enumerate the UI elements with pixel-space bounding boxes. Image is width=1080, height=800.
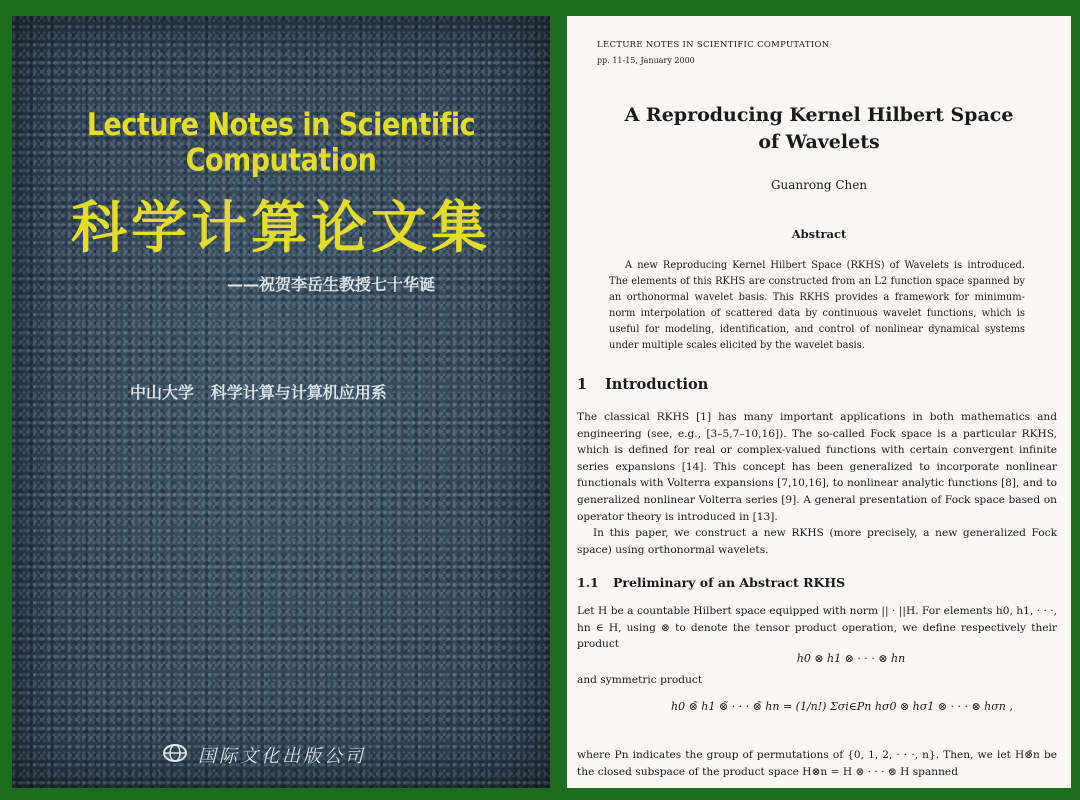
abstract-heading: Abstract	[791, 227, 847, 241]
subsection-heading-preliminary	[577, 575, 845, 590]
journal-name: LECTURE NOTES IN SCIENTIFIC COMPUTATION	[597, 40, 830, 50]
paper-title-line2: of Wavelets	[758, 131, 880, 153]
paper-page	[567, 16, 1071, 788]
paper-author: Guanrong Chen	[770, 178, 868, 192]
book-cover	[12, 16, 550, 788]
publisher-logo-icon	[162, 743, 188, 763]
paper-title-line1: A Reproducing Kernel Hilbert Space	[624, 104, 1014, 126]
symmetric-product-label: and symmetric product	[577, 674, 703, 686]
cover-department: 中山大学 科学计算与计算机应用系	[130, 383, 387, 402]
intro-paragraph-1: The classical RKHS [1] has many important applications in both mathematics and engineering (see, e.g., [3–5,7–10,16]). The so-called Fock space is a particular RKHS, which is defined for real or complex-valued functions with certain convergent infinite series expansions [14]. This concept has been generalized to incorporate nonlinear functionals with Volterra expansions [7,10,16], to nonlinear analytic functions [8], and to generalized nonlinear Volterra series [9]. A general presentation of Fock space based on operator theory is introduced in [13].	[577, 411, 1057, 523]
cover-chinese-title: 科学计算论文集	[71, 196, 491, 261]
tensor-product-equation: h0 ⊗ h1 ⊗ · · · ⊗ hn	[796, 652, 906, 665]
cover-publisher: 国际文化出版公司	[198, 746, 366, 767]
section-number: 1	[577, 376, 588, 393]
subsection-number: 1.1	[577, 575, 599, 590]
section-heading-introduction	[577, 376, 708, 393]
intro-paragraph-2: In this paper, we construct a new RKHS (more precisely, a new generalized Fock space) using orthonormal wavelets.	[577, 527, 1057, 556]
page-range: pp. 11-15, January 2000	[597, 56, 695, 65]
cover-subtitle: ——祝贺李岳生教授七十华诞	[227, 275, 436, 294]
symmetric-product-equation: h0 ⊗̃ h1 ⊗̃ · · · ⊗̃ hn = (1/n!) Σσi∈Pn hσ0 ⊗ hσ1 ⊗ · · · ⊗ hσn ,	[671, 700, 1013, 713]
permutation-paragraph: where Pn indicates the group of permutations of {0, 1, 2, · · ·, n}. Then, we let H⊗̃n be the closed subspace of the product space H⊗n = H ⊗ · · · ⊗ H spanned	[577, 749, 1057, 778]
paper-title	[567, 102, 1071, 156]
definition-paragraph: Let H be a countable Hilbert space equipped with norm || · ||H. For elements h0, h1, · · ·, hn ∈ H, using ⊗ to denote the tensor product operation, we define respectively their product	[577, 605, 1057, 651]
section-title: Introduction	[605, 376, 709, 393]
abstract-text: A new Reproducing Kernel Hilbert Space (RKHS) of Wavelets is introduced. The elements of this RKHS are constructed from an L2 function space spanned by an orthonormal wavelet basis. This RKHS provides a framework for minimum-norm interpolation of scattered data by continuous wavelet functions, which is useful for modeling, identification, and control of nonlinear dynamical systems under multiple scales elicited by the wavelet basis.	[609, 260, 1025, 351]
cover-english-title: Lecture Notes in Scientific Computation	[86, 107, 476, 179]
subsection-title: Preliminary of an Abstract RKHS	[613, 575, 846, 590]
